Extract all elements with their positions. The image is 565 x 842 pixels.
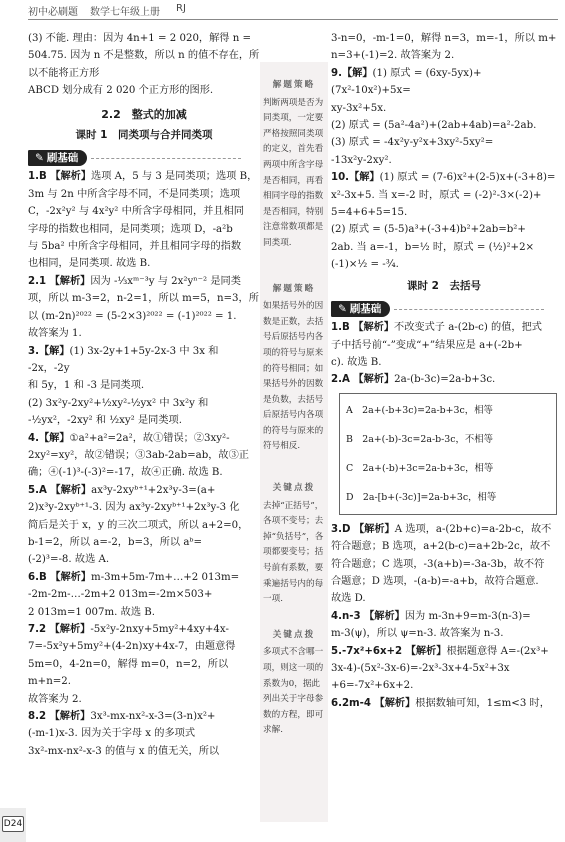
lesson-2-title: 课时 2 去括号 bbox=[407, 279, 481, 292]
item-answer: 2 bbox=[38, 711, 50, 723]
item-number: 5. bbox=[28, 484, 39, 496]
answer-item bbox=[28, 708, 260, 760]
item-answer: B bbox=[38, 171, 51, 183]
side-note-title: 关键点拨 bbox=[272, 629, 316, 640]
side-note-title: 解题策略 bbox=[272, 80, 316, 90]
side-note-title: 解题策略 bbox=[272, 283, 316, 294]
item-text: (1) 原式 = (7-6)x²+(2-5)x+(-3+8)= bbox=[379, 172, 556, 184]
answer-line bbox=[331, 65, 557, 100]
answer-line: 和 5y，1 和 -3 是同类项. bbox=[28, 380, 145, 392]
answer-line: 简后是关于 x，y 的三次二项式，所以 a+2=0， bbox=[28, 519, 249, 531]
item-text: ax³y-2xyᵇ⁺¹+2x³y-3=(a+ bbox=[91, 484, 216, 496]
answer-line bbox=[331, 319, 557, 336]
side-note bbox=[263, 282, 325, 456]
intro-line: 504.75. 因为 n 不是整数，所以 n 的值不存在，所以不能将正方形 bbox=[28, 50, 260, 79]
right-answer-list-c bbox=[331, 521, 557, 712]
item-text: (1) 3x-2y+1+5y-2x-3 中 3x 和 -2x，-2y bbox=[28, 345, 219, 374]
item-text: 因为 m-3n+9=m-3(n-3)= bbox=[404, 610, 531, 622]
item-number: 4. bbox=[331, 610, 342, 622]
answer-line: 故答案为 2. bbox=[28, 693, 82, 705]
item-tag: 【解析】 bbox=[49, 275, 91, 287]
item-number: 1. bbox=[331, 322, 342, 334]
item-tag: 【解】 bbox=[38, 345, 70, 357]
badge-divider-2 bbox=[394, 309, 544, 310]
answer-line bbox=[331, 695, 557, 712]
answer-item bbox=[331, 521, 557, 608]
answer-line: (2) 原式 = (5-5)a³+(-3+4)b²+2ab=b²+ bbox=[331, 224, 526, 236]
item-tag: 【解析】 bbox=[405, 645, 447, 657]
sidebar-notes bbox=[263, 72, 325, 739]
item-text: 根据题意得 A=-(2x³+ bbox=[446, 645, 549, 657]
item-text: ①a²+a²=2a²，故①错误；②3xy²- bbox=[69, 432, 230, 444]
header-rule bbox=[28, 19, 558, 20]
item-tag: 【解析】 bbox=[364, 610, 405, 622]
answer-line: 确；④(-1)³-(-3)²=-17，故④正确. 故选 B. bbox=[28, 467, 223, 479]
answer-line: 故选 D. bbox=[331, 593, 366, 605]
answer-line: (-m-1)x-3. 因为关于字母 x 的多项式 bbox=[28, 728, 196, 740]
item-tag: 【解析】 bbox=[49, 711, 91, 723]
answer-line bbox=[331, 608, 557, 625]
item-number: 7. bbox=[28, 624, 39, 635]
item-answer: A bbox=[38, 484, 51, 496]
side-note-text: 判断两项是否为同类项，一定要严格按照同类项的定义，首先看两项中所含字母是否相同，再看相同字母的指数是否相同，特别注意常数项都是同类项. bbox=[263, 97, 324, 248]
item-tag: 【解析】 bbox=[353, 523, 395, 535]
item-text: 不改变式子 a-(2b-c) 的值，把式 bbox=[394, 322, 542, 334]
answer-line: (2) 3x²y-2xy²+½xy²-½yx² 中 3x²y 和 bbox=[28, 397, 209, 409]
option-row: A 2a+(-b+3c)=2a-b+3c，相等 bbox=[346, 404, 493, 416]
answer-line: c). 故选 B. bbox=[331, 356, 382, 368]
answer-line bbox=[331, 169, 557, 186]
answer-line: 2xy²=xy²，故②错误；③3ab-2ab=ab，故③正 bbox=[28, 449, 249, 461]
item-text: m-3m+5m-7m+…+2 013m= bbox=[91, 571, 240, 583]
item-text: (1) 原式 = (6xy-5yx)+(7x²-10x²)+5x= bbox=[331, 67, 482, 97]
answer-line: 7=-5x²y+5my²+(4-2n)xy+4x-7，由题意得 bbox=[28, 641, 236, 653]
item-text: 3x³-mx-nx²-x-3=(3-n)x²+ bbox=[90, 711, 216, 723]
answer-line: 2)x³y-2xyᵇ⁺¹-3. 因为 ax³y-2xyᵇ⁺¹+2x³y-3 化 bbox=[28, 502, 240, 514]
basics-badge: ✎ 刷基础 bbox=[28, 150, 87, 166]
answer-line bbox=[28, 569, 260, 586]
item-tag: 【解】 bbox=[341, 67, 373, 79]
continuation-line: n=3+(-1)=2. 故答案为 2. bbox=[331, 50, 455, 62]
answer-line: 符合题意；C 选项，-3(a+b)=-3a-3b，故不符 bbox=[331, 558, 545, 570]
answer-item bbox=[28, 430, 260, 482]
side-note bbox=[263, 628, 325, 739]
item-tag: 【解析】 bbox=[50, 571, 92, 583]
answer-line bbox=[28, 168, 260, 185]
answer-line: 5m=0，4-2n=0，解得 m=0，n=2，所以 m+n=2. bbox=[28, 658, 229, 688]
side-note-text: 多项式不含哪一项，则这一项的系数为0，据此列出关于字母参数的方程，即可求解. bbox=[263, 647, 324, 736]
right-answer-list-a bbox=[331, 65, 557, 274]
header-book-title: 数学七年级上册 bbox=[90, 7, 160, 18]
item-tag: 【解析】 bbox=[374, 697, 416, 709]
side-note bbox=[263, 481, 325, 608]
answer-item bbox=[28, 168, 260, 272]
option-row: B 2a+(-b)-3c=2a-b-3c，不相等 bbox=[346, 433, 494, 445]
item-answer: A bbox=[341, 374, 354, 386]
answer-line bbox=[331, 643, 557, 660]
right-answer-list-b bbox=[331, 319, 557, 389]
side-note-text: 如果括号外的因数是正数，去括号后原括号内各项的符号与原来的符号相同；如果括号外的因数是负数，去括号后原括号内各项的符号与原来的符号相反. bbox=[263, 301, 324, 452]
intro-line: ABCD 划分成有 2 020 个正方形的图形. bbox=[28, 85, 214, 97]
item-text: 选项 A，5 与 3 是同类项；选项 B， bbox=[91, 171, 258, 183]
answer-line: 项，所以 m-3=2，n-2=1，所以 m=5，n=3，所 bbox=[28, 293, 259, 305]
answer-item bbox=[331, 371, 557, 388]
page-header bbox=[0, 0, 565, 20]
item-tag: 【解析】 bbox=[353, 322, 395, 334]
item-number: 8. bbox=[28, 711, 39, 723]
answer-line: 3x²-mx-nx²-x-3 的值与 x 的值无关，所以 bbox=[28, 745, 220, 757]
answer-line: 也相同，是同类项. 故选 B. bbox=[28, 258, 151, 270]
item-answer: D bbox=[341, 523, 354, 535]
lesson-1-title: 课时 1 同类项与合并同类项 bbox=[75, 129, 213, 142]
answer-line bbox=[28, 482, 260, 499]
answer-line: -2m-2m-…-2m+2 013m=-2m×503+ bbox=[28, 589, 213, 601]
option-row: D 2a-[b+(-3c)]=2a-b+3c，相等 bbox=[346, 491, 497, 503]
answer-line: (-1)×½ = -¾. bbox=[331, 259, 399, 271]
answer-line bbox=[331, 371, 557, 388]
answer-line: (2) 原式 = (5a²-4a²)+(2ab+4ab)=a²-2ab. bbox=[331, 120, 537, 132]
answer-line: x²-3x+5. 当 x=-2 时，原式 = (-2)²-3×(-2)+ bbox=[331, 189, 542, 201]
answer-line: b-1=2，所以 a=-2，b=3，所以 aᵇ= bbox=[28, 536, 203, 548]
left-answer-list bbox=[28, 168, 260, 760]
item-answer: 2m-4 bbox=[341, 697, 375, 709]
answer-line bbox=[28, 273, 260, 290]
item-number: 3. bbox=[28, 345, 39, 357]
item-answer: 1 bbox=[38, 275, 50, 287]
right-continuation bbox=[331, 30, 557, 65]
item-answer: B bbox=[38, 571, 51, 583]
item-number: 6. bbox=[331, 697, 342, 709]
item-answer: B bbox=[341, 322, 354, 334]
answer-line: xy-3x²+5x. bbox=[331, 102, 387, 114]
item-tag: 【解析】 bbox=[353, 374, 395, 386]
options-table bbox=[339, 393, 557, 515]
item-answer: n-3 bbox=[341, 610, 365, 622]
answer-line: -½yx²，-2xy² 和 ½xy² 是同类项. bbox=[28, 415, 182, 427]
left-intro bbox=[28, 30, 260, 100]
intro-line: (3) 不能. 理由：因为 4n+1 = 2 020，解得 n = bbox=[28, 33, 252, 44]
answer-line: 与 5ba² 中所含字母相同，并且相同字母的指数 bbox=[28, 241, 242, 253]
answer-line: +6=-7x²+6x+2. bbox=[331, 680, 414, 692]
option-row: C 2a+(-b)+3c=2a-b+3c，相等 bbox=[346, 462, 494, 474]
item-tag: 【解】 bbox=[38, 432, 70, 444]
item-text: -5x²y-2nxy+5my²+4xy+4x- bbox=[90, 624, 229, 635]
item-number: 3. bbox=[331, 523, 342, 535]
answer-item bbox=[331, 319, 557, 371]
answer-line: (-2)³=-8. 故选 A. bbox=[28, 554, 110, 566]
item-tag: 【解析】 bbox=[50, 171, 92, 183]
badge-row bbox=[28, 148, 260, 168]
answer-item bbox=[331, 169, 557, 273]
answer-line bbox=[28, 430, 260, 447]
item-number: 9. bbox=[331, 67, 342, 79]
answer-item bbox=[331, 695, 557, 712]
answer-item bbox=[331, 65, 557, 169]
item-text: 因为 -⅓xᵐ⁻³y 与 2x²yⁿ⁻² 是同类 bbox=[90, 275, 241, 287]
answer-line bbox=[28, 343, 260, 378]
answer-line: 3x-4)-(5x²-3x-6)=-2x³-3x+4-5x²+3x bbox=[331, 662, 510, 674]
item-number: 4. bbox=[28, 432, 39, 444]
header-series-title: 初中必刷题 bbox=[28, 7, 78, 18]
answer-item bbox=[28, 569, 260, 621]
item-number: 1. bbox=[28, 171, 39, 183]
answer-item bbox=[28, 343, 260, 430]
item-answer: 2 bbox=[38, 624, 50, 635]
header-edition: RJ bbox=[176, 3, 186, 14]
answer-item bbox=[28, 273, 260, 343]
answer-line: 2ab. 当 a=-1，b=½ 时，原式 = (½)²+2× bbox=[331, 241, 535, 253]
page-number: D24 bbox=[2, 816, 24, 832]
side-note-text: 去掉“正括号”，各项不变号；去掉“负括号”，各项都要变号；括号前有系数，要乘遍括号内的每一项. bbox=[263, 500, 324, 605]
answer-line: 2 013m=1 007m. 故选 B. bbox=[28, 606, 156, 618]
item-text: A 选项，a-(2b+c)=a-2b-c，故不 bbox=[394, 523, 552, 535]
item-tag: 【解析】 bbox=[49, 624, 91, 635]
answer-line: m-3(ψ)，所以 ψ=n-3. 故答案为 n-3. bbox=[331, 628, 504, 640]
answer-line: 故答案为 1. bbox=[28, 328, 82, 340]
answer-line: (3) 原式 = -4x²y-y²x+3xy²-5xy²= bbox=[331, 137, 494, 149]
side-note-list bbox=[263, 78, 325, 739]
answer-item bbox=[331, 608, 557, 643]
side-note-title: 关键点拨 bbox=[272, 483, 316, 494]
answer-line: 合题意；D 选项，-(a-b)=-a+b，故符合题意. bbox=[331, 575, 539, 587]
answer-item bbox=[28, 482, 260, 569]
basics-badge-2: ✎ 刷基础 bbox=[331, 301, 390, 317]
answer-line: 5=4+6+5=15. bbox=[331, 207, 408, 219]
item-text: 根据数轴可知，1≤m<3 时， bbox=[415, 697, 550, 709]
answer-line: 以 (m-2n)²⁰²² = (5-2×3)²⁰²² = (-1)²⁰²² = 1. bbox=[28, 310, 237, 322]
item-number: 2. bbox=[331, 374, 342, 386]
item-tag: 【解析】 bbox=[50, 484, 92, 496]
item-number: 6. bbox=[28, 571, 39, 583]
answer-line: -13x²y-2xy². bbox=[331, 154, 392, 166]
right-column bbox=[331, 30, 557, 712]
badge-row-2 bbox=[331, 299, 557, 319]
answer-line bbox=[28, 708, 260, 725]
item-number: 2. bbox=[28, 275, 39, 287]
side-note bbox=[263, 78, 325, 252]
item-number: 10. bbox=[331, 172, 350, 184]
answer-item bbox=[331, 643, 557, 695]
answer-line: 子中括号前“-”变成“+”结果应是 a+(-2b+ bbox=[331, 339, 523, 351]
answer-line bbox=[331, 521, 557, 538]
answer-line: 3m 与 2n 中所含字母不同，不是同类项；选项 bbox=[28, 188, 241, 200]
item-text: 2a-(b-3c)=2a-b+3c. bbox=[394, 374, 496, 386]
answer-line: 符合题意；B 选项，a+2(b-c)=a+2b-2c，故不 bbox=[331, 541, 551, 553]
answer-line: 字母的指数也相同，是同类项；选项 D，-a²b bbox=[28, 223, 233, 235]
continuation-line: 3-n=0，-m-1=0，解得 n=3，m=-1，所以 m+ bbox=[331, 33, 557, 44]
left-column bbox=[28, 30, 260, 760]
item-answer: -7x²+6x+2 bbox=[341, 645, 406, 657]
answer-line: C，-2x²y² 与 4x²y² 中所含字母相同，并且相同 bbox=[28, 206, 244, 218]
section-title: 2.2 整式的加减 bbox=[101, 107, 187, 121]
badge-divider bbox=[91, 158, 241, 159]
item-tag: 【解】 bbox=[349, 172, 380, 184]
answer-item bbox=[28, 621, 260, 708]
item-number: 5. bbox=[331, 645, 342, 657]
answer-line bbox=[28, 621, 260, 638]
